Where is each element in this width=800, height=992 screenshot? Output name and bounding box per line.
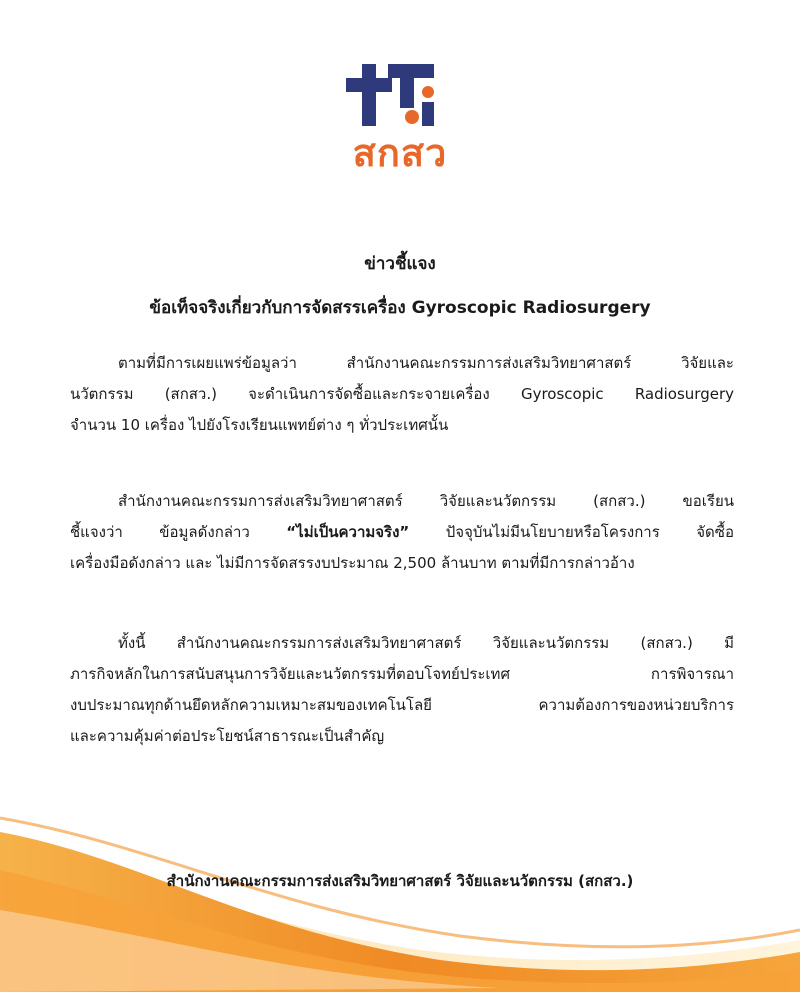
footer-organization: สำนักงานคณะกรรมการส่งเสริมวิทยาศาสตร์ วิจัยและนวัตกรรม (สกสว.) <box>166 872 634 890</box>
paragraph-2-line-3: เครื่องมือดังกล่าว และ ไม่มีการจัดสรรงบประมาณ 2,500 ล้านบาท ตามที่มีการกล่าวอ้าง <box>70 554 635 572</box>
logo-wordmark: สกสว <box>352 131 448 175</box>
page-subtitle: ข้อเท็จจริงเกี่ยวกับการจัดสรรเครื่อง Gyroscopic Radiosurgery <box>149 298 651 318</box>
paragraph-1-line-2: นวัตกรรม (สกสว.) จะดำเนินการจัดซื้อและกระจายเครื่อง Gyroscopic Radiosurgery <box>70 385 734 403</box>
paragraph-2-line-2 <box>70 517 734 548</box>
not-true-emphasis: “ไม่เป็นความจริง” <box>286 523 410 541</box>
tsri-logo-icon <box>340 56 460 134</box>
page-title: ข่าวชี้แจง <box>364 254 436 274</box>
paragraph-1 <box>70 348 734 441</box>
paragraph-3-line-2: ภารกิจหลักในการสนับสนุนการวิจัยและนวัตกรรมที่ตอบโจทย์ประเทศ การพิจารณา <box>70 665 734 683</box>
footer-wave <box>0 810 800 992</box>
paragraph-2-line-2-end: ปัจจุบันไม่มีนโยบายหรือโครงการ จัดซื้อ <box>409 523 734 541</box>
paragraph-3 <box>70 628 734 752</box>
paragraph-3-line-4: และความคุ้มค่าต่อประโยชน์สาธารณะเป็นสำคัญ <box>70 727 385 745</box>
organization-logo <box>340 56 460 186</box>
paragraph-1-line-1: ตามที่มีการเผยแพร่ข้อมูลว่า สำนักงานคณะกรรมการส่งเสริมวิทยาศาสตร์ วิจัยและ <box>118 354 734 372</box>
paragraph-2 <box>70 486 734 579</box>
paragraph-2-line-2-start: ชี้แจงว่า ข้อมูลดังกล่าว <box>70 523 287 541</box>
paragraph-2-line-1: สำนักงานคณะกรรมการส่งเสริมวิทยาศาสตร์ วิจัยและนวัตกรรม (สกสว.) ขอเรียน <box>118 492 734 510</box>
paragraph-3-line-1: ทั้งนี้ สำนักงานคณะกรรมการส่งเสริมวิทยาศาสตร์ วิจัยและนวัตกรรม (สกสว.) มี <box>118 634 734 652</box>
paragraph-3-line-3: งบประมาณทุกด้านยึดหลักความเหมาะสมของเทคโนโลยี ความต้องการของหน่วยบริการ <box>70 696 734 714</box>
paragraph-1-line-3: จำนวน 10 เครื่อง ไปยังโรงเรียนแพทย์ต่าง ๆ ทั่วประเทศนั้น <box>70 416 449 434</box>
orange-wave-decoration <box>0 810 800 992</box>
